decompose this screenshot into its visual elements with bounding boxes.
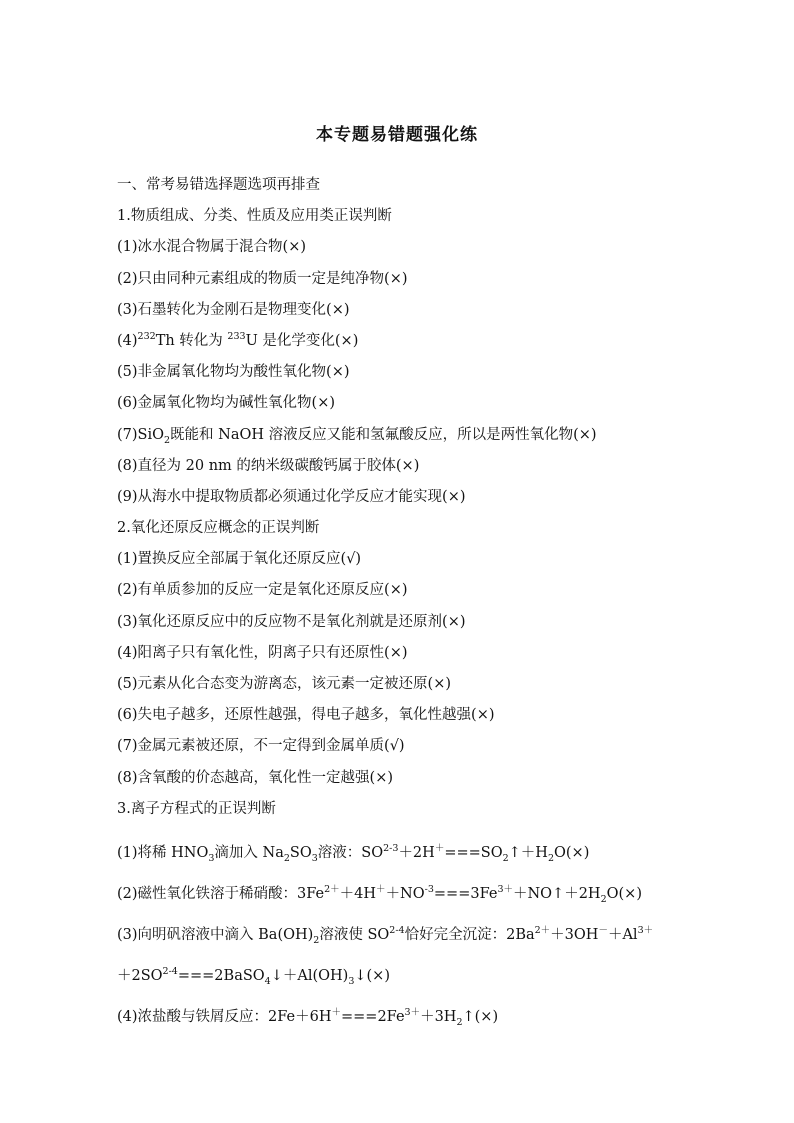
section-heading: 一、常考易错选择题选项再排查	[117, 177, 320, 193]
list-item: (5)非金属氧化物均为酸性氧化物(×)	[117, 364, 350, 381]
list-item: (8)含氧酸的价态越高，氧化性一定越强(×)	[117, 769, 394, 786]
list-item: (3)氧化还原反应中的反应物不是氧化剂就是还原剂(×)	[117, 613, 466, 630]
page-title: 本专题易错题强化练	[316, 125, 478, 145]
list-item: (2)有单质参加的反应一定是氧化还原反应(×)	[117, 582, 408, 599]
list-item: (4)阳离子只有氧化性，阴离子只有还原性(×)	[117, 644, 408, 661]
document-body	[117, 170, 697, 1038]
formula-item: (3)向明矾溶液中滴入 $Ba(OH)_2$溶液使 SO$^{2-4}$恰好完全沉淀：$2Ba^{2+}+3OH^-+Al^{3+}$	[117, 925, 654, 946]
list-item: (7)SiO$_2$既能和 NaOH 溶液反应又能和氢氟酸反应，所以是两性氧化物(×)	[117, 426, 597, 446]
list-item: (1)置换反应全部属于氧化还原反应(√)	[117, 551, 362, 568]
list-item: $(4)^{232}Th$ 转化为 $^{233}$U 是化学变化(×)	[117, 331, 359, 349]
group-heading-1: 1.物质组成、分类、性质及应用类正误判断	[117, 208, 392, 225]
formula-item: (4)浓盐酸与铁屑反应：$2Fe+6H^+===2Fe^{3+}+3H_2↑(\times)$	[117, 1007, 499, 1028]
formula-item: (2)磁性氧化铁溶于稀硝酸：$3Fe^{2+}+4H^++NO^{-3}===3Fe^{3+}+NO↑+2H_2O(\times)$	[117, 884, 642, 905]
list-item: (1)冰水混合物属于混合物(×)	[117, 239, 307, 256]
list-item: (6)金属氧化物均为碱性氧化物(×)	[117, 395, 336, 412]
list-item: (2)只由同种元素组成的物质一定是纯净物(×)	[117, 270, 408, 287]
list-item: (6)失电子越多，还原性越强，得电子越多，氧化性越强(×)	[117, 707, 495, 724]
list-item: (8)直径为 20 nm 的纳米级碳酸钙属于胶体(×)	[117, 457, 420, 474]
list-item: (7)金属元素被还原，不一定得到金属单质(√)	[117, 738, 405, 755]
list-item: (3)石墨转化为金刚石是物理变化(×)	[117, 301, 350, 318]
formula-item: (1)将稀 $HNO_3$滴加入 $Na_2SO_3$溶液：$SO^{2-3}+2H^+===SO_2↑+H_2O(\times)$	[117, 843, 590, 864]
list-item: (9)从海水中提取物质都必须通过化学反应才能实现(×)	[117, 488, 466, 505]
group-heading-2: 2.氧化还原反应概念的正误判断	[117, 520, 320, 537]
group-heading-3: 3.离子方程式的正误判断	[117, 800, 276, 817]
formula-item-continued: $+2SO^{2-4}===2BaSO_4↓+Al(OH)_3↓(\times)$	[117, 966, 390, 987]
list-item: (5)元素从化合态变为游离态，该元素一定被还原(×)	[117, 676, 452, 692]
